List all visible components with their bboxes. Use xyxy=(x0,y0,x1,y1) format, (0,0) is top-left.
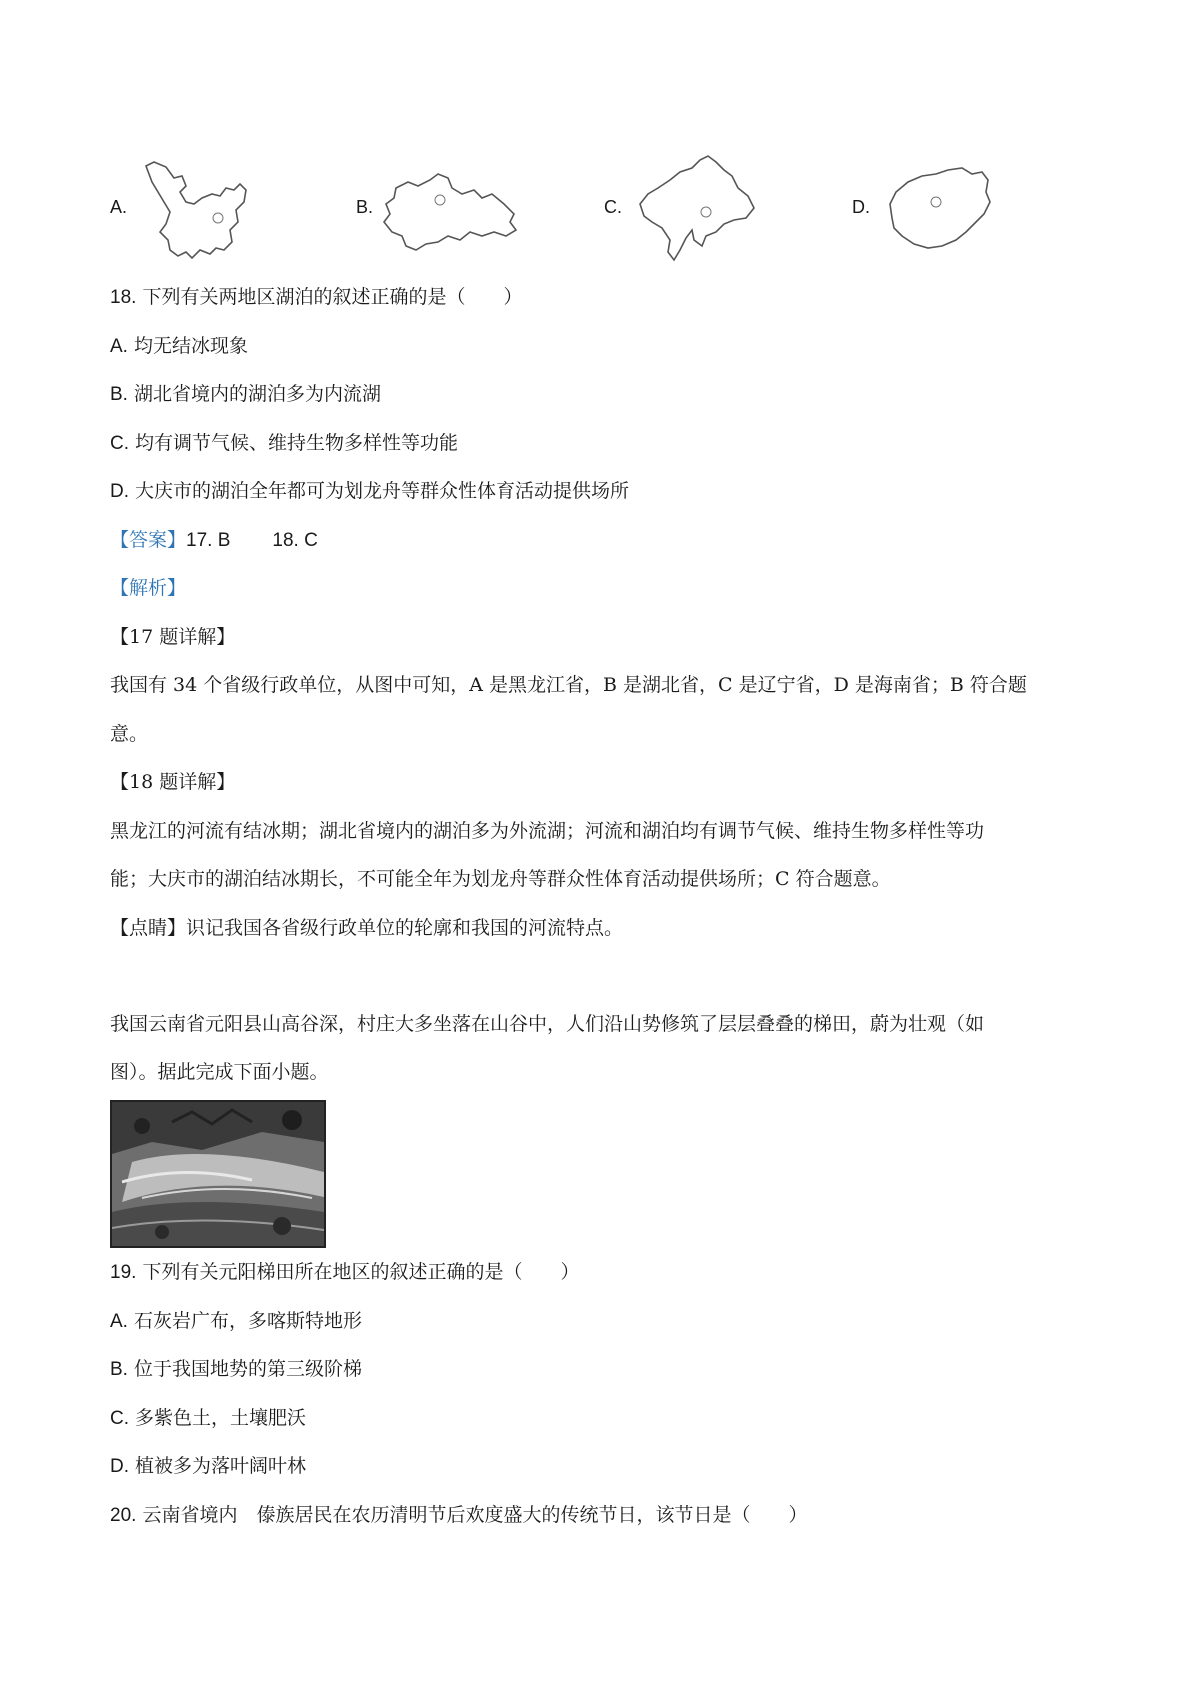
liaoning-outline-map xyxy=(636,154,766,266)
terraced-field-photo xyxy=(110,1100,326,1248)
q19-number: 19. xyxy=(110,1262,137,1283)
answer-17: 17. B xyxy=(186,530,231,551)
option-a-label: A. xyxy=(110,197,128,217)
passage-line-2: 图）。据此完成下面小题。 xyxy=(110,1061,329,1083)
q19-option-a-text: 石灰岩广布，多喀斯特地形 xyxy=(134,1310,363,1332)
answer-line xyxy=(110,526,318,555)
q19-option-a xyxy=(110,1307,362,1336)
q19-option-c-text: 多紫色土，土壤肥沃 xyxy=(135,1407,307,1429)
tip-line xyxy=(110,914,623,942)
q19-stem xyxy=(110,1258,579,1287)
hubei-outline-map xyxy=(378,170,528,260)
tip-text: 识记我国各省级行政单位的轮廓和我国的河流特点。 xyxy=(186,917,624,939)
q18-option-d-text: 大庆市的湖泊全年都可为划龙舟等群众性体育活动提供场所 xyxy=(135,480,630,502)
option-c-label: C. xyxy=(604,197,622,217)
q18-option-c xyxy=(110,429,458,458)
q19-option-b-letter: B. xyxy=(110,1359,128,1380)
q18-option-a-text: 均无结冰现象 xyxy=(134,335,249,357)
q19-option-c xyxy=(110,1404,306,1433)
q18-option-a-letter: A. xyxy=(110,336,128,357)
q18-option-b-text: 湖北省境内的湖泊多为内流湖 xyxy=(134,383,382,405)
q19-option-a-letter: A. xyxy=(110,1311,128,1332)
q18-number: 18. xyxy=(110,287,137,308)
q20-stem xyxy=(110,1501,807,1530)
q19-option-b-text: 位于我国地势的第三级阶梯 xyxy=(134,1358,363,1380)
q18-option-b-letter: B. xyxy=(110,384,128,405)
q20-stem-text: 云南省境内 傣族居民在农历清明节后欢度盛大的传统节日，该节日是（ ） xyxy=(142,1504,808,1526)
q18-option-d xyxy=(110,477,629,506)
q19-option-d-letter: D. xyxy=(110,1456,129,1477)
q18-option-c-text: 均有调节气候、维持生物多样性等功能 xyxy=(135,432,459,454)
answer-18: 18. C xyxy=(272,530,318,551)
q19-option-d-text: 植被多为落叶阔叶林 xyxy=(135,1455,307,1477)
d18-heading: 【18 题详解】 xyxy=(110,771,236,793)
q18-option-d-letter: D. xyxy=(110,481,129,502)
analysis-tag: 【解析】 xyxy=(110,577,187,599)
q18-option-c-letter: C. xyxy=(110,433,129,454)
q18-stem xyxy=(110,283,522,312)
q18-stem-text: 下列有关两地区湖泊的叙述正确的是（ ） xyxy=(142,286,523,308)
d17-line-2: 意。 xyxy=(110,723,149,745)
passage-line-1: 我国云南省元阳县山高谷深，村庄大多坐落在山谷中，人们沿山势修筑了层层叠叠的梯田，蔚为壮观（如 xyxy=(110,1013,985,1035)
answer-tag: 【答案】 xyxy=(110,529,187,551)
tip-tag: 【点睛】 xyxy=(110,917,187,939)
d17-heading: 【17 题详解】 xyxy=(110,626,236,648)
q18-option-a xyxy=(110,332,248,361)
q18-option-b xyxy=(110,380,381,409)
q20-number: 20. xyxy=(110,1505,137,1526)
q19-stem-text: 下列有关元阳梯田所在地区的叙述正确的是（ ） xyxy=(142,1261,580,1283)
hainan-outline-map xyxy=(886,166,998,252)
q19-option-b xyxy=(110,1355,362,1384)
d17-line-1: 我国有 34 个省级行政单位，从图中可知，A 是黑龙江省，B 是湖北省，C 是辽宁省，D 是海南省；B 符合题 xyxy=(110,674,1027,696)
option-b-label: B. xyxy=(356,197,374,217)
d18-line-2: 能；大庆市的湖泊结冰期长，不可能全年为划龙舟等群众性体育活动提供场所；C 符合题意。 xyxy=(110,868,891,890)
option-d-label: D. xyxy=(852,197,870,217)
q19-option-d xyxy=(110,1452,306,1481)
q19-option-c-letter: C. xyxy=(110,1408,129,1429)
heilongjiang-outline-map xyxy=(140,158,270,268)
d18-line-1: 黑龙江的河流有结冰期；湖北省境内的湖泊多为外流湖；河流和湖泊均有调节气候、维持生物多样性等功 xyxy=(110,820,985,842)
